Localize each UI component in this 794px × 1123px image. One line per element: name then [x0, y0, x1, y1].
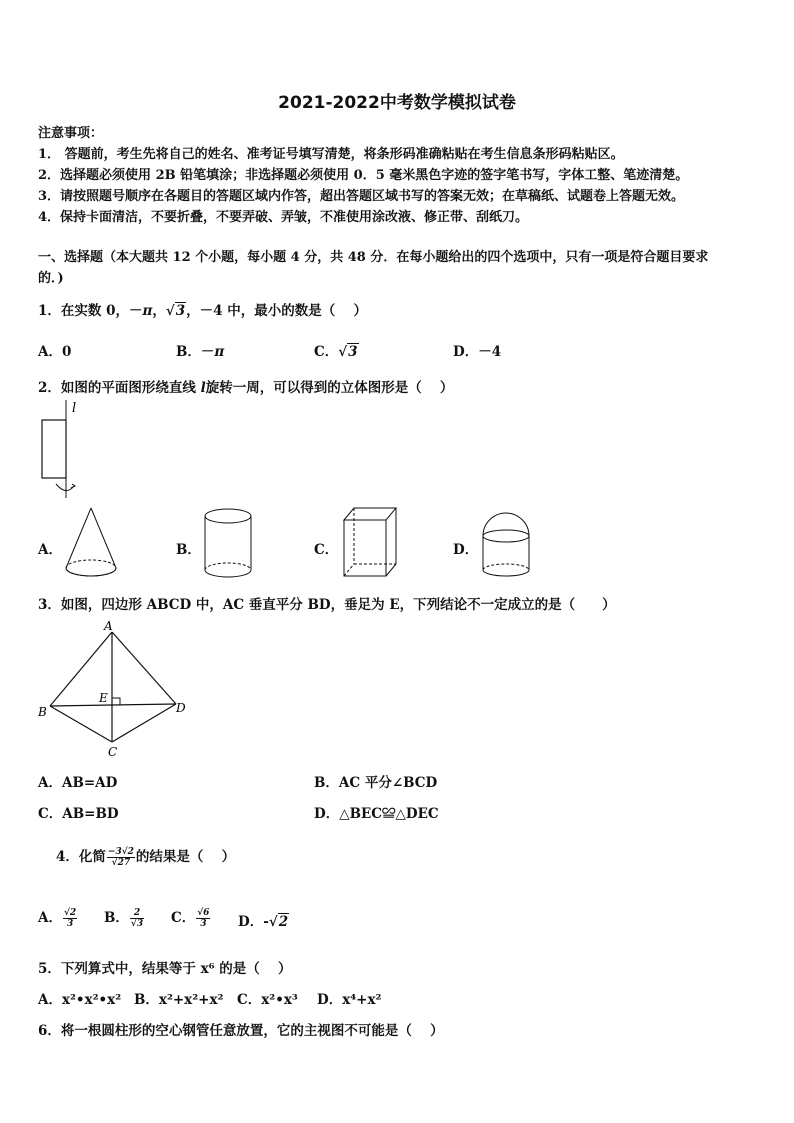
q1-option-d[interactable]: D．－4 — [453, 344, 502, 360]
q5-option-d[interactable]: D．x⁴+x² — [317, 992, 382, 1008]
q2-option-d[interactable]: D． — [453, 542, 479, 558]
q4-c-label: C． — [171, 910, 196, 926]
q2-option-b[interactable]: B． — [176, 542, 201, 558]
q2-option-a[interactable]: A． — [38, 542, 62, 558]
question-2-stem — [38, 376, 453, 396]
q3-quadrilateral-figure — [34, 618, 194, 760]
q2-post: 旋转一周，可以得到的立体图形是（ ） — [205, 380, 454, 396]
q4-b-fraction — [130, 908, 144, 929]
q2-axis-label: l — [72, 401, 77, 416]
question-1-stem — [38, 299, 367, 319]
section-heading-line2: 的．) — [38, 271, 64, 286]
q5-option-c[interactable]: C．x²•x³ — [237, 992, 298, 1008]
question-5-stem: 5．下列算式中，结果等于 x⁶ 的是（ ） — [38, 961, 292, 977]
notice-item-3: 3．请按照题号顺序在各题目的答题区域内作答，超出答题区域书写的答案无效；在草稿纸、试题卷上答题无效。 — [38, 189, 685, 204]
exam-title: 2021-2022中考数学模拟试卷 — [278, 93, 516, 113]
cylinder-icon — [200, 506, 256, 582]
notice-item-2: 2．选择题必须使用 2B 铅笔填涂；非选择题必须使用 0．5 毫米黑色字迹的签字笔书写，字体工整、笔迹清楚。 — [38, 168, 689, 183]
q4-post: 的结果是（ ） — [135, 849, 236, 865]
q3-label-b: B — [38, 705, 47, 719]
q4-option-a[interactable] — [38, 906, 78, 929]
cylinder-with-hemisphere-icon — [478, 508, 534, 582]
q1-b-value: π — [214, 344, 225, 360]
q3-option-d[interactable]: D．△BEC≌△DEC — [314, 806, 439, 822]
q2-pre: 2．如图的平面图形绕直线 — [38, 380, 201, 396]
q3-label-c: C — [108, 745, 118, 759]
q1-c-label: C． — [314, 344, 339, 360]
q2-l: l — [200, 380, 206, 396]
notice-item-1: 1． 答题前，考生先将自己的姓名、准考证号填写清楚，将条形码准确粘贴在考生信息条形码粘贴区。 — [38, 147, 624, 162]
q4-c-fraction — [196, 908, 210, 929]
q5-option-b[interactable]: B．x²+x²+x² — [134, 992, 224, 1008]
q4-pre: 4．化简 — [56, 849, 106, 865]
q1-mid: ， — [152, 303, 166, 319]
section-heading-line1: 一、选择题（本大题共 12 个小题，每小题 4 分，共 48 分．在每小题给出的四个选项中，只有一项是符合题目要求 — [38, 250, 709, 265]
q4-a-denominator: 3 — [66, 919, 74, 929]
q1-option-b[interactable] — [176, 340, 224, 360]
q1-pre: 1．在实数 0，－ — [38, 303, 143, 319]
q4-option-d[interactable] — [238, 910, 289, 930]
q4-option-c[interactable] — [171, 906, 211, 929]
cuboid-icon — [340, 504, 398, 580]
q4-d-sqrt-symbol: √ — [268, 914, 278, 930]
q4-a-label: A． — [38, 910, 62, 926]
notice-item-4: 4．保持卡面清洁，不要折叠，不要弄破、弄皱，不准使用涂改液、修正带、刮纸刀。 — [38, 210, 529, 225]
q4-d-value: 2 — [278, 914, 289, 930]
q4-numerator: −3√2 — [107, 847, 134, 857]
question-6-stem: 6．将一根圆柱形的空心钢管任意放置，它的主视图不可能是（ ） — [38, 1023, 444, 1039]
q1-sqrt3: 3 — [175, 303, 186, 319]
q4-denominator: √27 — [111, 858, 131, 868]
q4-b-denominator: √3 — [130, 919, 144, 929]
q5-option-a[interactable]: A．x²•x²•x² — [38, 992, 122, 1008]
q1-c-value: 3 — [348, 344, 358, 360]
q1-b-label: B．－ — [176, 344, 215, 360]
notice-heading: 注意事项： — [38, 126, 104, 141]
q4-c-numerator: √6 — [197, 908, 210, 918]
q1-option-c[interactable] — [314, 340, 359, 360]
q4-fraction — [107, 847, 135, 868]
q4-a-fraction — [63, 908, 77, 929]
q4-b-numerator: 2 — [130, 908, 144, 919]
cone-icon — [60, 506, 122, 580]
q1-c-sqrt-symbol: √ — [338, 344, 348, 360]
q1-post: ，－4 中，最小的数是（ ） — [186, 303, 367, 319]
q4-option-b[interactable] — [104, 906, 145, 929]
q4-b-label: B． — [104, 910, 129, 926]
q3-option-c[interactable]: C．AB=BD — [38, 806, 119, 822]
q1-pi: π — [142, 303, 153, 319]
q4-d-label: D．- — [238, 914, 269, 930]
q4-a-numerator: √2 — [63, 908, 77, 918]
q1-sqrt-symbol: √ — [165, 303, 175, 319]
q3-label-e: E — [99, 691, 108, 705]
question-3-stem: 3．如图，四边形 ABCD 中，AC 垂直平分 BD，垂足为 E，下列结论不一定成立的是（ ） — [38, 597, 616, 613]
q3-option-b[interactable]: B．AC 平分∠BCD — [314, 775, 438, 791]
q2-figure-rectangle — [36, 398, 86, 502]
q3-label-a: A — [104, 619, 113, 633]
q3-label-d: D — [176, 701, 186, 715]
q3-option-a[interactable]: A．AB=AD — [38, 775, 118, 791]
q4-c-denominator: 3 — [200, 919, 207, 929]
q1-option-a[interactable]: A．0 — [38, 344, 72, 360]
question-4-stem — [56, 845, 235, 868]
q2-option-c[interactable]: C． — [314, 542, 339, 558]
